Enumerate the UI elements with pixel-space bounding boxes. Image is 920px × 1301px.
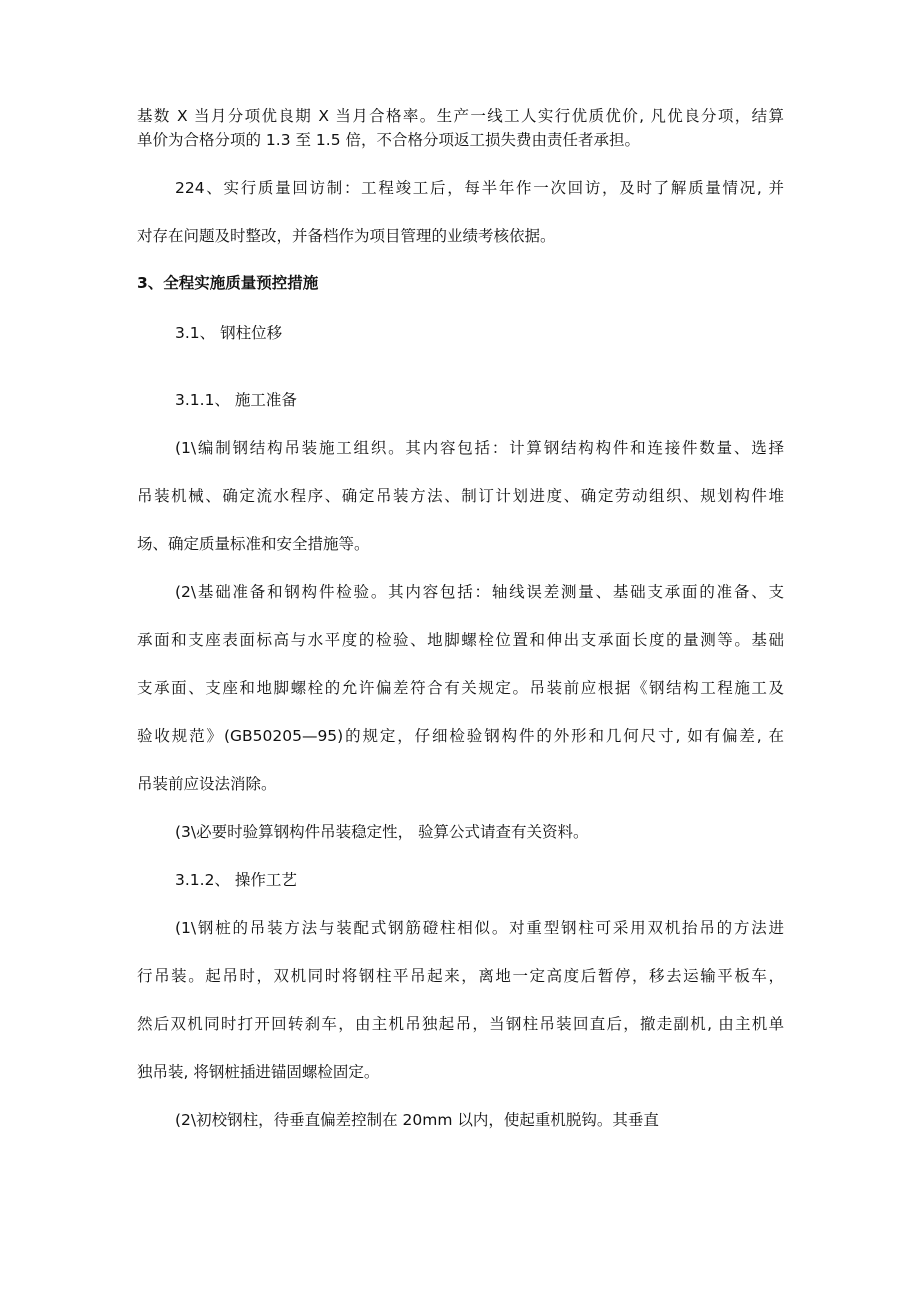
subsection-heading: 3.1、 钢柱位移: [175, 324, 283, 342]
paragraph-line: 验收规范》(GB50205—95)的规定，仔细检验钢构件的外形和几何尺寸, 如有偏差, 在: [137, 727, 784, 745]
paragraph-line: 单价为合格分项的 1.3 至 1.5 倍，不合格分项返工损失费由责任者承担。: [137, 131, 641, 149]
section-heading: 3、全程实施质量预控措施: [137, 274, 319, 292]
paragraph-line: 然后双机同时打开回转刹车，由主机吊独起吊，当钢柱吊装回直后，撤走副机, 由主机单: [137, 1015, 784, 1033]
paragraph-line: (2\基础准备和钢构件检验。其内容包括：轴线误差测量、基础支承面的准备、支: [175, 583, 784, 601]
paragraph-line: 吊装前应设法消除。: [137, 775, 277, 793]
paragraph-line: 行吊装。起吊时，双机同时将钢柱平吊起来，离地一定高度后暂停，移去运输平板车，: [137, 967, 784, 985]
paragraph-line: 吊装机械、确定流水程序、确定吊装方法、制订计划进度、确定劳动组织、规划构件堆: [137, 487, 784, 505]
paragraph-line: 基数 X 当月分项优良期 X 当月合格率。生产一线工人实行优质优价, 凡优良分项，结算: [137, 107, 784, 125]
paragraph-line: 承面和支座表面标高与水平度的检验、地脚螺栓位置和伸出支承面长度的量测等。基础: [137, 631, 784, 649]
paragraph-line: 对存在问题及时整改，并备档作为项目管理的业绩考核依据。: [137, 227, 556, 245]
paragraph-line: (1\编制钢结构吊装施工组织。其内容包括：计算钢结构构件和连接件数量、选择: [175, 439, 784, 457]
paragraph-line: 支承面、支座和地脚螺栓的允许偏差符合有关规定。吊装前应根据《钢结构工程施工及: [137, 679, 784, 697]
paragraph-line: (2\初校钢柱，待垂直偏差控制在 20mm 以内，使起重机脱钩。其垂直: [175, 1111, 659, 1129]
paragraph-line: 场、确定质量标准和安全措施等。: [137, 535, 370, 553]
paragraph-line: 224、实行质量回访制：工程竣工后，每半年作一次回访，及时了解质量情况, 并: [175, 179, 784, 197]
paragraph-line: 独吊装, 将钢桩插进锚固螺检固定。: [137, 1063, 380, 1081]
subsection-heading: 3.1.2、 操作工艺: [175, 871, 297, 889]
paragraph-line: (3\必要时验算钢构件吊装稳定性， 验算公式请查有关资料。: [175, 823, 589, 841]
paragraph-line: (1\钢桩的吊装方法与装配式钢筋磴柱相似。对重型钢柱可采用双机抬吊的方法进: [175, 919, 784, 937]
subsection-heading: 3.1.1、 施工准备: [175, 391, 297, 409]
